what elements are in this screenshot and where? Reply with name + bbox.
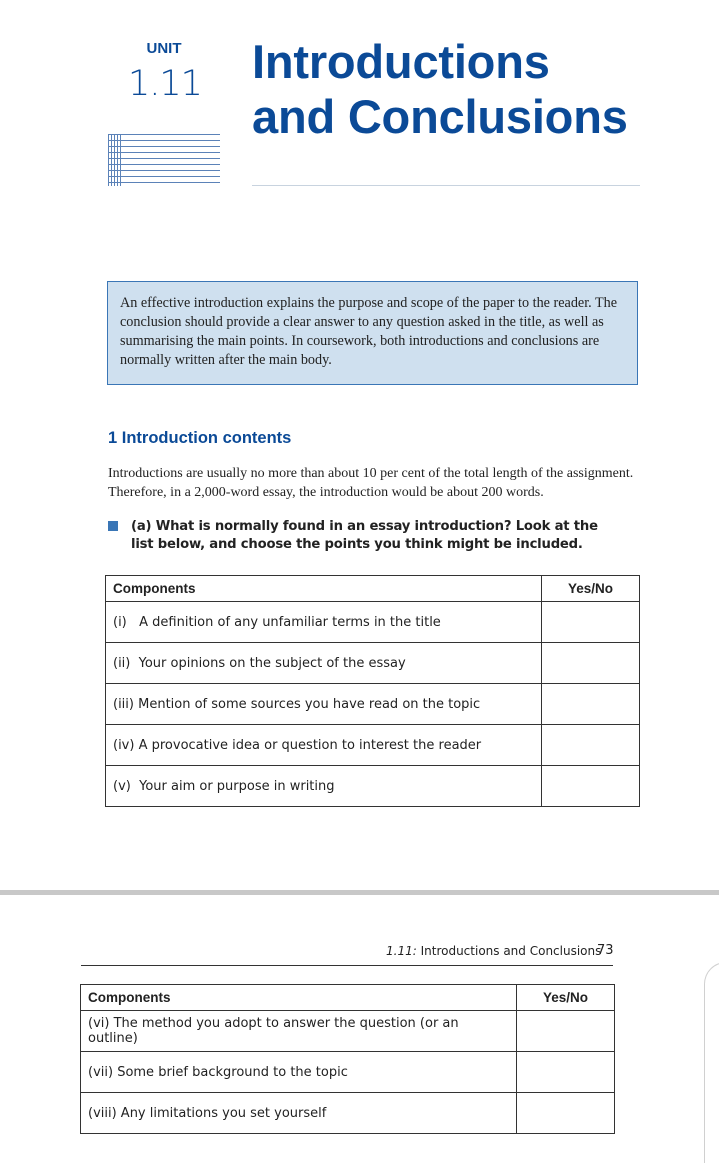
table-row [81,1011,615,1052]
section-heading: 1 Introduction contents [108,429,292,447]
section-body: Introductions are usually no more than about 10 per cent of the total length of the assignment. Therefore, in a 2,000-word essay, the introduction would be about 200 words. [108,466,634,500]
page-number: 73 [597,943,614,958]
title-line-2: and Conclusions [252,90,628,143]
component-label: (viii) Any limitations you set yourself [81,1093,517,1134]
table-row [106,725,640,766]
yes-no-cell[interactable] [542,643,640,684]
running-header-number: 1.11: [386,944,417,958]
scroll-edge [704,962,719,1163]
components-table [105,575,640,807]
component-label: (ii) Your opinions on the subject of the essay [106,643,542,684]
running-header [386,944,601,958]
yes-no-cell[interactable] [542,684,640,725]
table-row [106,643,640,684]
running-header-title: Introductions and Conclusions [420,944,602,958]
col-components: Components [81,985,517,1011]
yes-no-cell[interactable] [542,766,640,807]
yes-no-cell[interactable] [542,725,640,766]
unit-label: UNIT [146,40,182,57]
components-table-continued [80,984,615,1134]
yes-no-cell[interactable] [542,602,640,643]
unit-number: 1.11 [128,64,202,104]
title-line-1: Introductions [252,35,550,88]
yes-no-cell[interactable] [517,1052,615,1093]
page-divider [0,890,719,895]
table-header-row [106,576,640,602]
component-label: (vii) Some brief background to the topic [81,1052,517,1093]
intro-text: An effective introduction explains the purpose and scope of the paper to the reader. The conclusion should provide a clear answer to any question asked in the title, as well as summarising the main points. In coursework, both introductions and conclusions are normally written after the main body. [120,295,618,368]
table-row [106,602,640,643]
component-label: (vi) The method you adopt to answer the question (or an outline) [81,1011,517,1052]
col-yes-no: Yes/No [542,576,640,602]
task-question: (a) What is normally found in an essay introduction? Look at the list below, and choose the points you think might be included. [131,519,598,552]
table-row [81,1052,615,1093]
intro-box [107,281,638,385]
yes-no-cell[interactable] [517,1011,615,1052]
table-row [106,766,640,807]
component-label: (i) A definition of any unfamiliar terms in the title [106,602,542,643]
running-header-rule [81,965,613,966]
component-label: (iii) Mention of some sources you have read on the topic [106,684,542,725]
component-label: (v) Your aim or purpose in writing [106,766,542,807]
task-bullet-icon [108,521,118,531]
table-row [81,1093,615,1134]
title-rule [252,185,640,186]
table-row [106,684,640,725]
col-yes-no: Yes/No [517,985,615,1011]
table-header-row [81,985,615,1011]
yes-no-cell[interactable] [517,1093,615,1134]
component-label: (iv) A provocative idea or question to interest the reader [106,725,542,766]
page-title [252,34,628,144]
col-components: Components [106,576,542,602]
